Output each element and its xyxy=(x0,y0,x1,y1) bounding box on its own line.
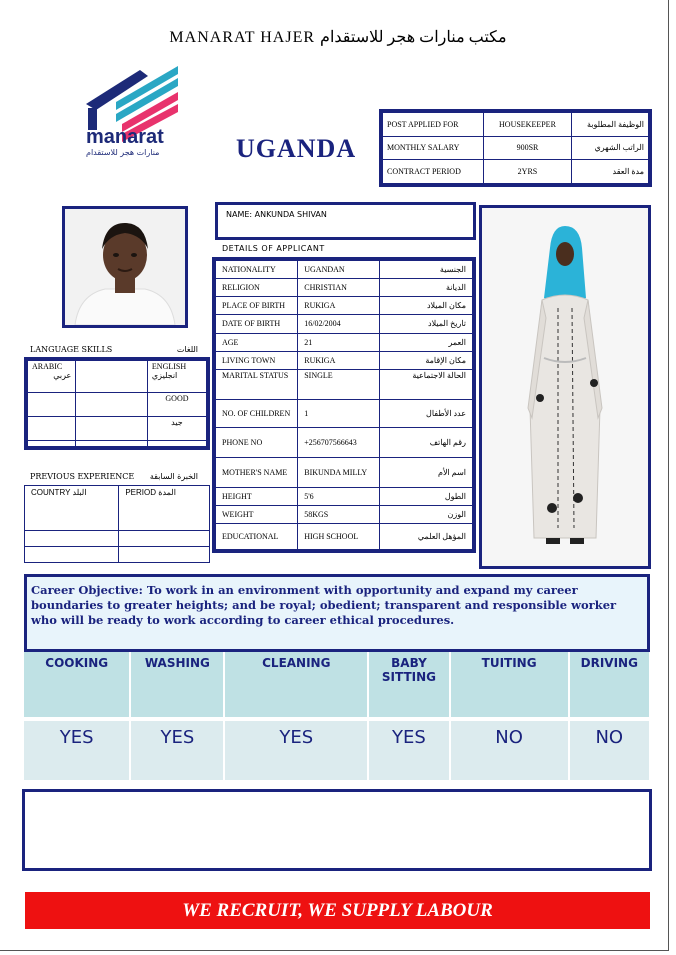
detail-value: UGANDAN xyxy=(298,261,380,279)
lang-cell xyxy=(147,441,206,447)
previous-experience-title xyxy=(30,472,198,481)
detail-value: 21 xyxy=(298,333,380,351)
detail-row xyxy=(216,505,473,523)
lang-cell xyxy=(28,393,76,417)
detail-arabic: مكان الإقامة xyxy=(380,351,473,369)
detail-value: 1 xyxy=(298,399,380,427)
lang-cell xyxy=(76,393,148,417)
detail-label: AGE xyxy=(216,333,298,351)
english-label: ENGLISH xyxy=(151,362,187,371)
previous-title-ar: الخبرة السابقة xyxy=(149,472,198,481)
skill-value: NO xyxy=(450,719,569,780)
english-label-ar: انجليزي xyxy=(151,371,178,380)
detail-arabic: اسم الأم xyxy=(380,457,473,487)
detail-label: RELIGION xyxy=(216,279,298,297)
detail-arabic: مكان الميلاد xyxy=(380,297,473,315)
detail-row xyxy=(216,457,473,487)
detail-value: RUKIGA xyxy=(298,297,380,315)
arabic-label: ARABIC xyxy=(32,362,63,371)
detail-value: 58KGS xyxy=(298,505,380,523)
skill-name: DRIVING xyxy=(569,652,650,719)
post-label: CONTRACT PERIOD xyxy=(383,160,484,184)
detail-label: DATE OF BIRTH xyxy=(216,315,298,333)
post-value: 2YRS xyxy=(484,160,572,184)
skill-name: WASHING xyxy=(130,652,224,719)
detail-value: +256707566643 xyxy=(298,427,380,457)
detail-row xyxy=(216,427,473,457)
period-header: PERIOD المدة xyxy=(119,486,210,531)
detail-value: 16/02/2004 xyxy=(298,315,380,333)
post-arabic: الوظيفة المطلوبة xyxy=(571,113,648,137)
detail-arabic: الوزن xyxy=(380,505,473,523)
post-value: HOUSEKEEPER xyxy=(484,113,572,137)
detail-row xyxy=(216,524,473,550)
skill-name: BABY SITTING xyxy=(368,652,449,719)
career-objective: Career Objective: To work in an environment with opportunity and expand my career boundaries to greater heights; and be royal; obedient; transparent and responsible worker who will be ready to work according to career ethical procedures. xyxy=(24,574,650,652)
detail-arabic: الديانة xyxy=(380,279,473,297)
post-row xyxy=(383,160,649,184)
country-title: UGANDA xyxy=(236,134,357,163)
detail-arabic: الجنسية xyxy=(380,261,473,279)
language-row xyxy=(28,417,207,441)
agency-header: MANARAT HAJER مكتب منارات هجر للاستقدام xyxy=(169,29,507,46)
previous-experience-table xyxy=(24,485,210,563)
detail-arabic: الحالة الاجتماعية xyxy=(380,369,473,399)
skill-value: YES xyxy=(24,719,130,780)
skill-name: CLEANING xyxy=(224,652,368,719)
experience-cell xyxy=(119,530,210,546)
detail-label: MOTHER'S NAME xyxy=(216,457,298,487)
detail-arabic: عدد الأطفال xyxy=(380,399,473,427)
detail-row xyxy=(216,297,473,315)
detail-label: HEIGHT xyxy=(216,487,298,505)
arabic-label-ar: عربي xyxy=(53,371,72,380)
skills-table xyxy=(24,652,651,780)
recruit-banner: WE RECRUIT, WE SUPPLY LABOUR xyxy=(25,892,650,929)
applicant-name: NAME: ANKUNDA SHIVAN xyxy=(215,202,476,240)
country-header: COUNTRY البلد xyxy=(25,486,119,531)
skill-value: NO xyxy=(569,719,650,780)
detail-arabic: المؤهل العلمي xyxy=(380,524,473,550)
skills-value-row xyxy=(24,719,650,780)
skills-header-row xyxy=(24,652,650,719)
skill-value: YES xyxy=(368,719,449,780)
arabic-level-cell xyxy=(76,361,148,393)
post-label: POST APPLIED FOR xyxy=(383,113,484,137)
detail-label: LIVING TOWN xyxy=(216,351,298,369)
detail-row xyxy=(216,399,473,427)
experience-cell xyxy=(119,546,210,562)
experience-header-row xyxy=(25,486,210,531)
previous-title-en: PREVIOUS EXPERIENCE xyxy=(30,472,135,481)
detail-value: CHRISTIAN xyxy=(298,279,380,297)
detail-value: SINGLE xyxy=(298,369,380,399)
language-row xyxy=(28,361,207,393)
language-table xyxy=(24,357,210,450)
post-row xyxy=(383,136,649,160)
language-skills-title xyxy=(30,345,198,354)
details-table xyxy=(212,257,476,553)
detail-value: HIGH SCHOOL xyxy=(298,524,380,550)
detail-row xyxy=(216,369,473,399)
post-arabic: الراتب الشهري xyxy=(571,136,648,160)
passport-photo xyxy=(62,206,188,328)
detail-row xyxy=(216,315,473,333)
lang-cell xyxy=(76,417,148,441)
notes-box xyxy=(22,789,652,871)
detail-label: NATIONALITY xyxy=(216,261,298,279)
detail-label: MARITAL STATUS xyxy=(216,369,298,399)
skill-value: YES xyxy=(224,719,368,780)
detail-value: RUKIGA xyxy=(298,351,380,369)
detail-arabic: العمر xyxy=(380,333,473,351)
post-label: MONTHLY SALARY xyxy=(383,136,484,160)
logo-wordmark: manarat xyxy=(86,126,164,148)
detail-arabic: رقم الهاتف xyxy=(380,427,473,457)
post-row xyxy=(383,113,649,137)
english-language-cell xyxy=(147,361,206,393)
detail-row xyxy=(216,279,473,297)
language-row xyxy=(28,393,207,417)
skill-name: COOKING xyxy=(24,652,130,719)
skill-value: YES xyxy=(130,719,224,780)
language-row xyxy=(28,441,207,447)
detail-value: BIKUNDA MILLY xyxy=(298,457,380,487)
logo-arabic: منارات هجر للاستقدام xyxy=(86,148,160,157)
english-level: GOOD xyxy=(147,393,206,417)
skill-name: TUITING xyxy=(450,652,569,719)
experience-cell xyxy=(25,546,119,562)
detail-arabic: الطول xyxy=(380,487,473,505)
experience-row xyxy=(25,530,210,546)
detail-row xyxy=(216,261,473,279)
language-title-ar: اللغات xyxy=(176,345,198,354)
lang-cell xyxy=(28,441,76,447)
detail-label: PHONE NO xyxy=(216,427,298,457)
post-table xyxy=(379,109,652,187)
arabic-language-cell xyxy=(28,361,76,393)
details-title: DETAILS OF APPLICANT xyxy=(222,244,325,253)
lang-cell xyxy=(76,441,148,447)
detail-label: PLACE OF BIRTH xyxy=(216,297,298,315)
language-title-en: LANGUAGE SKILLS xyxy=(30,345,113,354)
detail-row xyxy=(216,487,473,505)
full-body-photo xyxy=(479,205,651,569)
detail-label: EDUCATIONAL xyxy=(216,524,298,550)
post-arabic: مدة العقد xyxy=(571,160,648,184)
lang-cell xyxy=(28,417,76,441)
detail-arabic: تاريخ الميلاد xyxy=(380,315,473,333)
experience-row xyxy=(25,546,210,562)
detail-label: WEIGHT xyxy=(216,505,298,523)
detail-row xyxy=(216,351,473,369)
experience-cell xyxy=(25,530,119,546)
detail-row xyxy=(216,333,473,351)
detail-label: NO. OF CHILDREN xyxy=(216,399,298,427)
english-level-ar: جيد xyxy=(147,417,206,441)
post-value: 900SR xyxy=(484,136,572,160)
detail-value: 5'6 xyxy=(298,487,380,505)
